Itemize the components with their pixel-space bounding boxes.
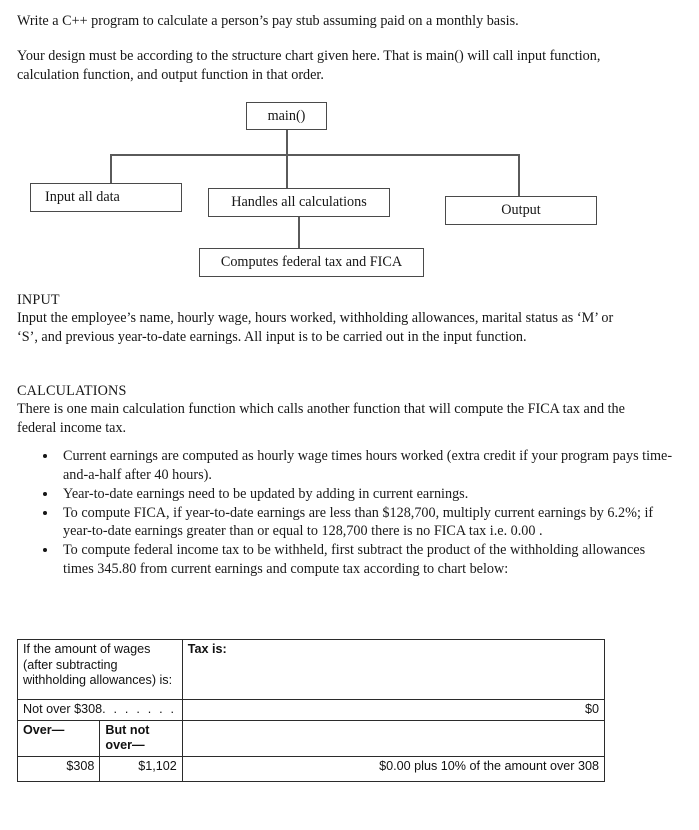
list-item-text: Year-to-date earnings need to be updated by adding in current earnings. xyxy=(63,485,469,502)
list-item-text: To compute federal income tax to be withheld, first subtract the product of the withholding allowances times 345.80 from current earnings and compute tax according to chart below: xyxy=(63,542,646,578)
connector-bus-to-calculations xyxy=(286,154,288,188)
chart-node-input-all-data: Input all data xyxy=(30,183,182,212)
section-heading-calculations: CALCULATIONS xyxy=(17,383,127,399)
table-subheader-over: Over— xyxy=(18,720,100,756)
chart-node-output: Output xyxy=(445,196,597,225)
tax-withholding-table xyxy=(17,639,605,782)
bullet-dot-icon xyxy=(43,492,47,496)
chart-node-computes-federal-tax-and-fica: Computes federal tax and FICA xyxy=(199,248,424,277)
list-item xyxy=(17,447,677,484)
connector-bus-to-output xyxy=(518,154,520,196)
calculation-bullet-list xyxy=(17,447,677,579)
table-cell-bracket-tax: $0.00 plus 10% of the amount over 308 xyxy=(182,756,604,781)
list-item xyxy=(17,541,677,578)
table-row-header xyxy=(18,640,605,700)
bullet-dot-icon xyxy=(43,511,47,515)
connector-calculations-to-federal-tax xyxy=(298,217,300,248)
intro-paragraph-1: Write a C++ program to calculate a person’s pay stub assuming paid on a monthly basis. xyxy=(17,13,519,29)
connector-main-to-bus xyxy=(286,130,288,155)
intro-paragraph-2: Your design must be according to the structure chart given here. That is main() will call input function, calculation function, and output function in that order. xyxy=(17,48,601,83)
section-body-input: Input the employee’s name, hourly wage, hours worked, withholding allowances, marital status as ‘M’ or ‘S’, and previous year-to-date earnings. All input is to be carried out in the input function. xyxy=(17,310,614,345)
table-header-tax: Tax is: xyxy=(182,640,604,700)
table-cell-not-over-label xyxy=(18,700,183,721)
bullet-dot-icon xyxy=(43,454,47,458)
not-over-text: Not over $308 xyxy=(23,702,103,716)
chart-node-main: main() xyxy=(246,102,327,130)
bullet-dot-icon xyxy=(43,548,47,552)
table-row xyxy=(18,756,605,781)
section-heading-input: INPUT xyxy=(17,292,60,308)
connector-horizontal-bus xyxy=(110,154,519,156)
table-row xyxy=(18,700,605,721)
section-body-calculations: There is one main calculation function which calls another function that will compute the FICA tax and the federal income tax. xyxy=(17,401,625,436)
connector-bus-to-input xyxy=(110,154,112,183)
table-subheader-tax-blank xyxy=(182,720,604,756)
list-item xyxy=(17,504,677,541)
table-cell-bracket-over: $308 xyxy=(18,756,100,781)
table-cell-not-over-tax: $0 xyxy=(182,700,604,721)
structure-chart-diagram xyxy=(0,95,699,290)
list-item xyxy=(17,485,677,504)
table-cell-bracket-but-not-over: $1,102 xyxy=(100,756,182,781)
table-subheader-but-not-over: But not over— xyxy=(100,720,182,756)
leader-dots: . . . . . . . xyxy=(102,702,177,716)
chart-node-handles-all-calculations: Handles all calculations xyxy=(208,188,390,217)
list-item-text: To compute FICA, if year-to-date earnings are less than $128,700, multiply current earnings by 6.2%; if year-to-date earnings greater than or equal to 128,700 there is no FICA tax i.e. 0.00 . xyxy=(63,504,654,540)
list-item-text: Current earnings are computed as hourly wage times hours worked (extra credit if your program pays time-and-a-half after 40 hours). xyxy=(63,448,673,483)
table-row-subheader xyxy=(18,720,605,756)
table-header-wages: If the amount of wages (after subtracting withholding allowances) is: xyxy=(18,640,183,700)
